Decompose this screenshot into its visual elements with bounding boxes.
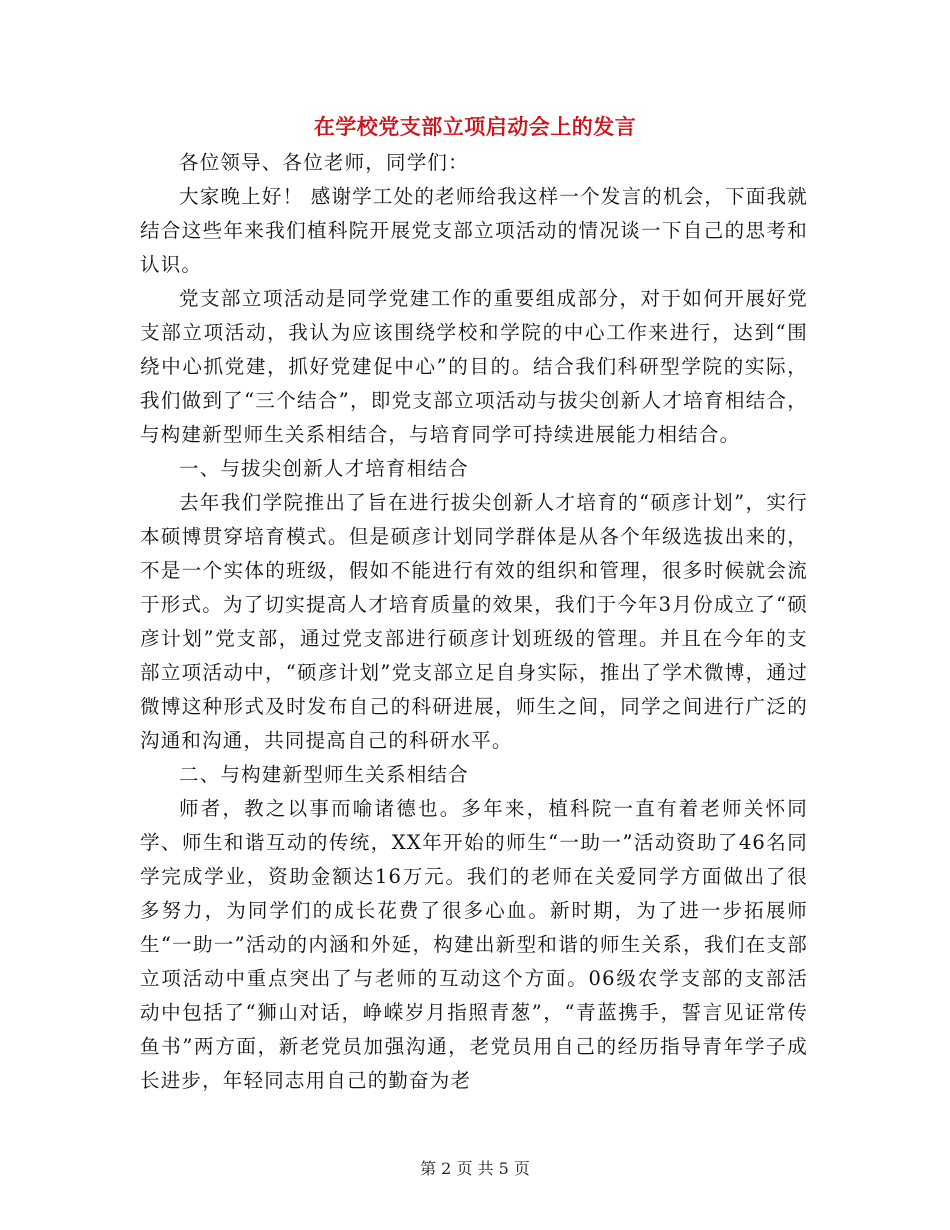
paragraph-salutation: 各位领导、各位老师，同学们： — [179, 151, 469, 174]
document-title: 在学校党支部立项启动会上的发言 — [313, 115, 637, 139]
section-heading-1: 一、与拔尖创新人才培育相结合 — [179, 457, 469, 480]
paragraph-section-2: 师者，教之以事而喻诸德也。多年来，植科院一直有着老师关怀同学、师生和谐互动的传统，XX年开始的师生“一助一”活动资助了46名同学完成学业，资助金额达16万元。我们的老师在关爱同学方面做出了很多努力，为同学们的成长花费了很多心血。新时期，为了进一步拓展师生“一助一”活动的内涵和外延，构建出新型和谐的师生关系，我们在支部立项活动中重点突出了与老师的互动这个方面。06级农学支部的支部活动中包括了“狮山对话，峥嵘岁月指照青葱”，“青蓝携手，誓言见证常传鱼书”两方面，新老党员加强沟通，老党员用自己的经历指导青年学子成长进步，年轻同志用自己的勤奋为老 — [140, 797, 808, 1092]
paragraph-greeting: 大家晚上好！ 感谢学工处的老师给我这样一个发言的机会，下面我就结合这些年来我们植科院开展党支部立项活动的情况谈一下自己的思考和认识。 — [140, 185, 808, 276]
paragraph-intro: 党支部立项活动是同学党建工作的重要组成部分，对于如何开展好党支部立项活动，我认为应该围绕学校和学院的中心工作来进行，达到“围绕中心抓党建，抓好党建促中心”的目的。结合我们科研型学院的实际，我们做到了“三个结合”，即党支部立项活动与拔尖创新人才培育相结合，与构建新型师生关系相结合，与培育同学可持续进展能力相结合。 — [140, 287, 808, 446]
paragraph-section-1: 去年我们学院推出了旨在进行拔尖创新人才培育的“硕彦计划”，实行本硕博贯穿培育模式。但是硕彦计划同学群体是从各个年级选拔出来的，不是一个实体的班级，假如不能进行有效的组织和管理，很多时候就会流于形式。为了切实提高人才培育质量的效果，我们于今年3月份成立了“硕彦计划”党支部，通过党支部进行硕彦计划班级的管理。并且在今年的支部立项活动中，“硕彦计划”党支部立足自身实际，推出了学术微博，通过微博这种形式及时发布自己的科研进展，师生之间，同学之间进行广泛的沟通和沟通，共同提高自己的科研水平。 — [140, 491, 808, 752]
section-heading-2: 二、与构建新型师生关系相结合 — [179, 763, 469, 786]
document-body — [140, 146, 808, 1098]
page-number-footer: 第 2 页 共 5 页 — [420, 1159, 530, 1178]
